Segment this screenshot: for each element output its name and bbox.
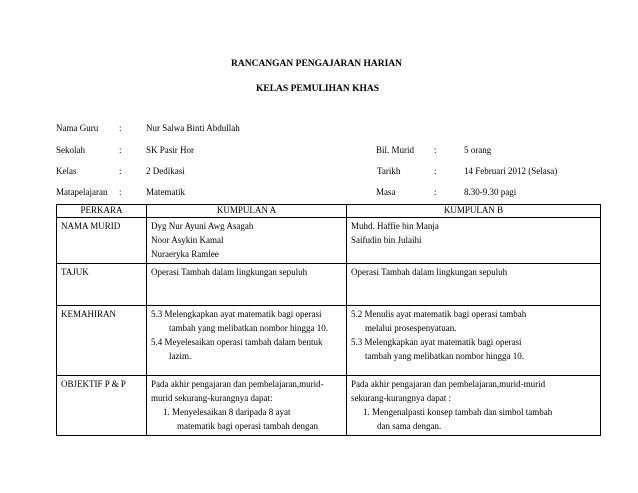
info-sep: : (434, 166, 437, 176)
info-label-bil-murid: Bil. Murid (376, 145, 415, 155)
student-name: Muhd. Haffie bin Manja (351, 221, 439, 231)
info-label-kelas: Kelas (56, 166, 77, 176)
objective-line: 1. Mengenalpasti konsep tambah dan simbol tambah (363, 407, 553, 417)
objective-line: sekurang-kurangnya dapat : (351, 393, 451, 403)
skill-line: 5.2 Menulis ayat matematik bagi operasi tambah (351, 309, 527, 319)
table-row-tajuk (57, 264, 601, 306)
skill-line: melalui prosespenyatuan. (365, 323, 457, 333)
objective-line: 1. Menyelesaikan 8 daripada 8 ayat (163, 407, 291, 417)
student-name: Saifudin bin Julaihi (351, 235, 422, 245)
table-header-row (57, 205, 601, 218)
info-value-tarikh: 14 Februari 2012 (Selasa) (464, 166, 558, 176)
header-kumpulan-a: KUMPULAN A (147, 205, 347, 218)
tajuk-a-cell: Operasi Tambah dalam lingkungan sepuluh (147, 264, 347, 306)
skill-line: tambah yang melibatkan nombor hingga 10. (365, 351, 524, 361)
skill-line: 5.3 Melengkapkan ayat matematik bagi operasi (151, 309, 322, 319)
info-label-tarikh: Tarikh (377, 166, 401, 176)
info-label-matapelajaran: Matapelajaran (56, 187, 108, 197)
objective-line: Pada akhir pengajaran dan pembelajaran,murid- (151, 379, 324, 389)
objective-line: Pada akhir pengajaran dan pembelajaran,murid-murid (351, 379, 546, 389)
student-name: Nuraeryka Ramlee (151, 249, 219, 259)
info-label-nama-guru: Nama Guru (56, 123, 99, 133)
info-value-bil-murid: 5 orang (464, 145, 492, 155)
objective-line: dan sama dengan. (377, 421, 442, 431)
skill-line: tambah yang melibatkan nombor hingga 10. (169, 323, 328, 333)
murid-b-cell (347, 218, 601, 264)
table-row-kemahiran (57, 306, 601, 376)
row-label: KEMAHIRAN (57, 306, 147, 376)
table-row-nama-murid (57, 218, 601, 264)
info-value-nama-guru: Nur Salwa Binti Abdullah (146, 123, 240, 133)
objective-line: matematik bagi operasi tambah dengan (177, 421, 318, 431)
lesson-plan-table (56, 204, 601, 436)
row-label: TAJUK (57, 264, 147, 306)
page-subtitle: KELAS PEMULIHAN KHAS (256, 84, 379, 94)
info-label-masa: Masa (376, 187, 396, 197)
skill-line: lazim. (169, 351, 192, 361)
kemahiran-a-cell (147, 306, 347, 376)
kemahiran-b-cell (347, 306, 601, 376)
skill-line: 5.4 Meyelesaikan operasi tambah dalam bentuk (151, 337, 323, 347)
info-sep: : (119, 145, 122, 155)
skill-line: 5.3 Melengkapkan ayat matematik bagi operasi (351, 337, 522, 347)
objektif-a-cell (147, 376, 347, 436)
info-sep: : (434, 187, 437, 197)
info-value-masa: 8.30-9.30 pagi (464, 187, 517, 197)
murid-a-cell (147, 218, 347, 264)
row-label: OBJEKTIF P & P (57, 376, 147, 436)
info-label-sekolah: Sekolah (56, 145, 85, 155)
page-title: RANCANGAN PENGAJARAN HARIAN (231, 59, 402, 69)
info-sep: : (119, 166, 122, 176)
header-perkara: PERKARA (57, 205, 147, 218)
student-name: Noor Asykin Kamal (151, 235, 224, 245)
student-name: Dyg Nur Ayuni Awg Asagah (151, 221, 254, 231)
objective-line: murid sekurang-kurangnya dapat: (151, 393, 273, 403)
table-row-objektif (57, 376, 601, 436)
header-kumpulan-b: KUMPULAN B (347, 205, 601, 218)
info-value-kelas: 2 Dedikasi (146, 166, 185, 176)
info-sep: : (119, 123, 122, 133)
info-value-sekolah: SK Pasir Hor (146, 145, 195, 155)
objektif-b-cell (347, 376, 601, 436)
info-sep: : (434, 145, 437, 155)
row-label: NAMA MURID (57, 218, 147, 264)
tajuk-b-cell: Operasi Tambah dalam lingkungan sepuluh (347, 264, 601, 306)
info-sep: : (119, 187, 122, 197)
info-value-matapelajaran: Matematik (146, 187, 185, 197)
